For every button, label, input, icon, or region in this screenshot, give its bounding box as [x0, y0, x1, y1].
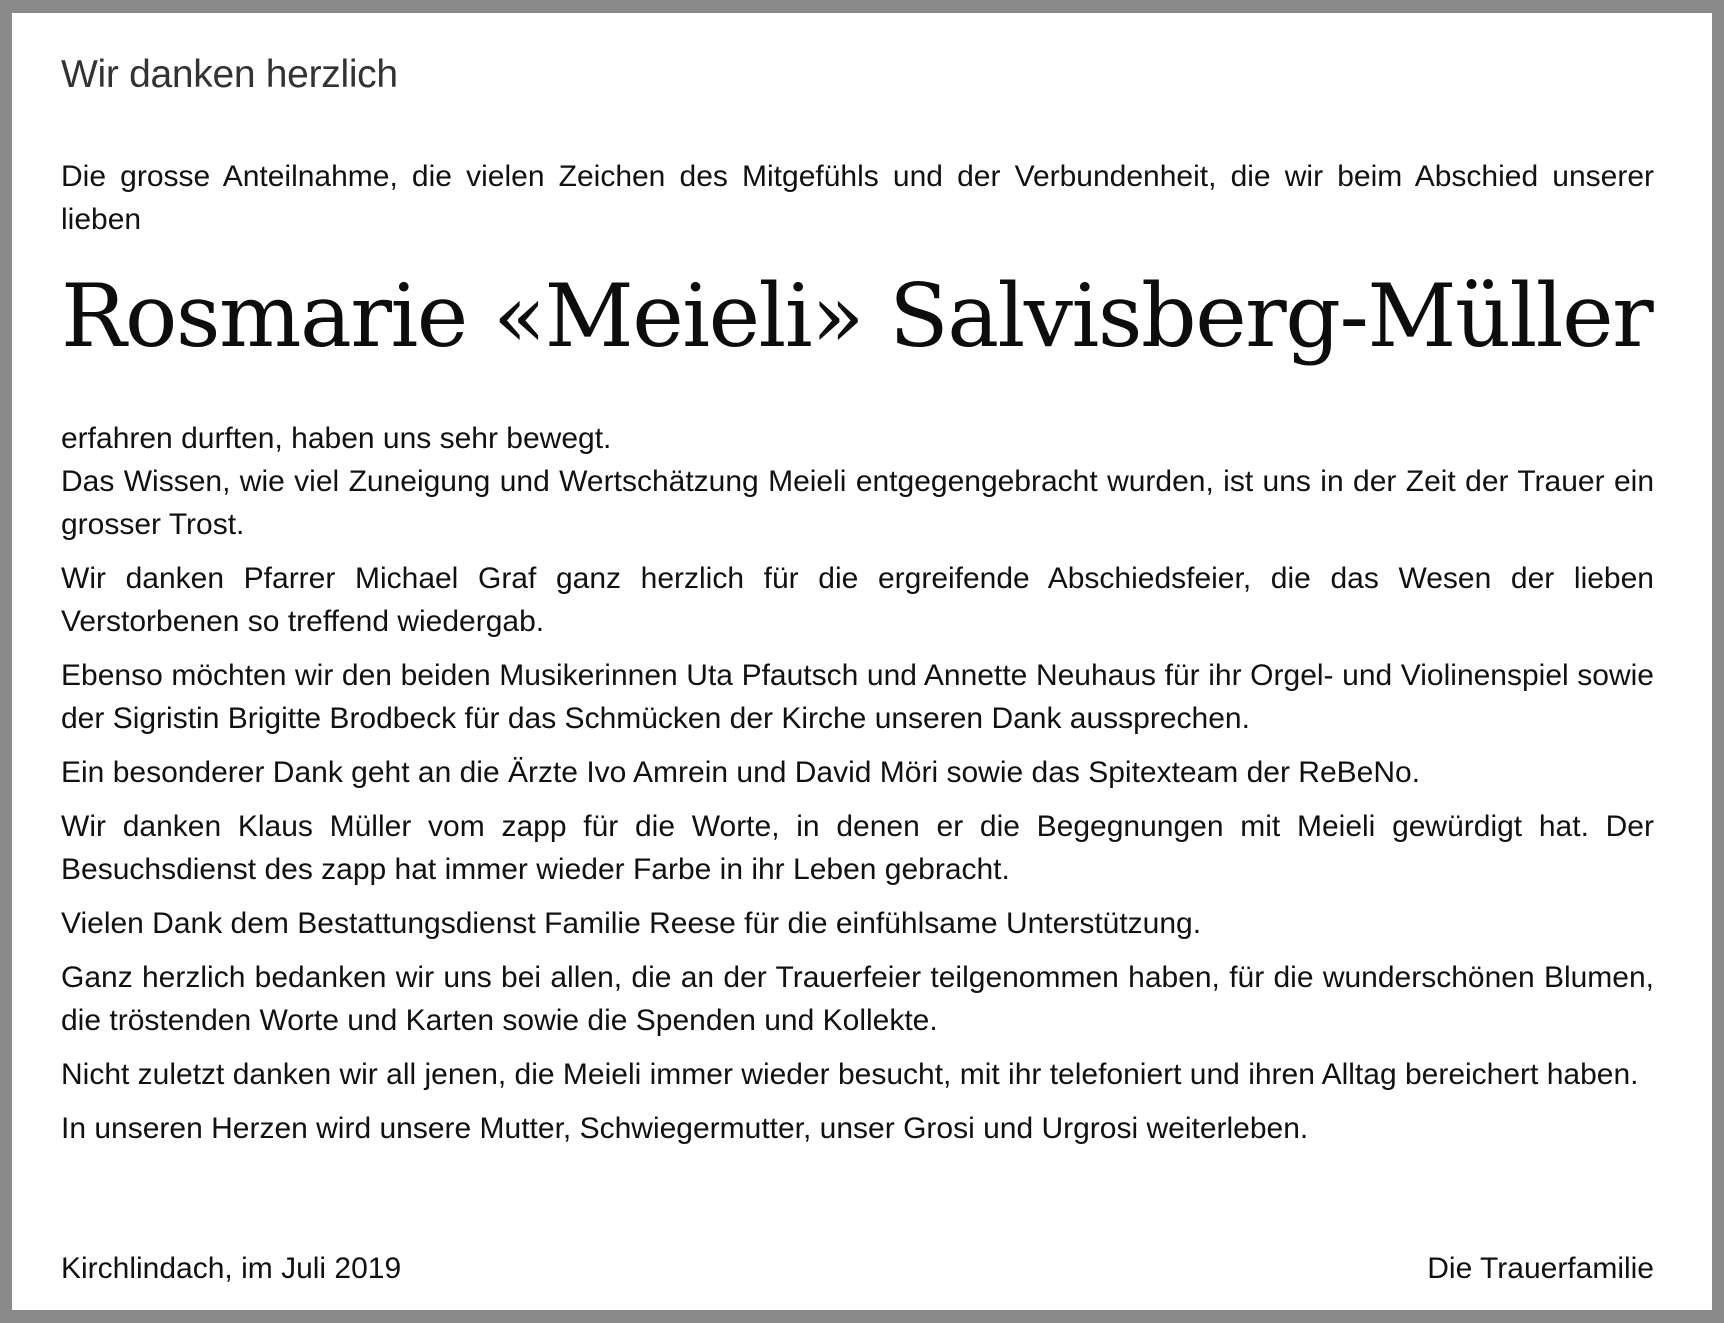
notice-body: [61, 417, 1654, 1161]
body-paragraph: erfahren durften, haben uns sehr bewegt.: [61, 422, 612, 455]
intro-paragraph: Die grosse Anteilnahme, die vielen Zeichen des Mitgefühls und der Verbundenheit, die wir beim Abschied unserer lieben: [61, 160, 1654, 236]
body-paragraph: Nicht zuletzt danken wir all jenen, die Meieli immer wieder besucht, mit ihr telefoniert und ihren Alltag bereichert haben.: [61, 1058, 1639, 1091]
notice-footer: [61, 1247, 1654, 1290]
body-paragraph: In unseren Herzen wird unsere Mutter, Schwiegermutter, unser Grosi und Urgrosi weiterleben.: [61, 1112, 1309, 1145]
body-paragraph: Ein besonderer Dank geht an die Ärzte Ivo Amrein und David Möri sowie das Spitexteam der ReBeNo.: [61, 756, 1421, 789]
signature: Die Trauerfamilie: [1427, 1252, 1654, 1285]
deceased-name: Rosmarie «Meieli» Salvisberg-Müller: [61, 265, 1653, 367]
body-paragraph: Wir danken Klaus Müller vom zapp für die Worte, in denen er die Begegnungen mit Meieli gewürdigt hat. Der Besuchsdienst des zapp hat immer wieder Farbe in ihr Leben gebracht.: [61, 810, 1654, 886]
notice-heading: Wir danken herzlich: [61, 53, 398, 96]
body-paragraph: Vielen Dank dem Bestattungsdienst Familie Reese für die einfühlsame Unterstützung.: [61, 907, 1202, 940]
place-date: Kirchlindach, im Juli 2019: [61, 1252, 402, 1285]
body-paragraph: Ebenso möchten wir den beiden Musikerinnen Uta Pfautsch und Annette Neuhaus für ihr Orgel- und Violinenspiel sowie der Sigristin Brigitte Brodbeck für das Schmücken der Kirche unseren Dank aussprechen.: [61, 659, 1654, 735]
body-paragraph: Das Wissen, wie viel Zuneigung und Wertschätzung Meieli entgegengebracht wurden, ist uns in der Zeit der Trauer ein grosser Trost.: [61, 465, 1654, 541]
obituary-notice: [12, 13, 1712, 1310]
body-paragraph: Ganz herzlich bedanken wir uns bei allen, die an der Trauerfeier teilgenommen haben, für die wunderschönen Blumen, die tröstenden Worte und Karten sowie die Spenden und Kollekte.: [61, 961, 1654, 1037]
body-paragraph: Wir danken Pfarrer Michael Graf ganz herzlich für die ergreifende Abschiedsfeier, die das Wesen der lieben Verstorbenen so treffend wiedergab.: [61, 562, 1654, 638]
